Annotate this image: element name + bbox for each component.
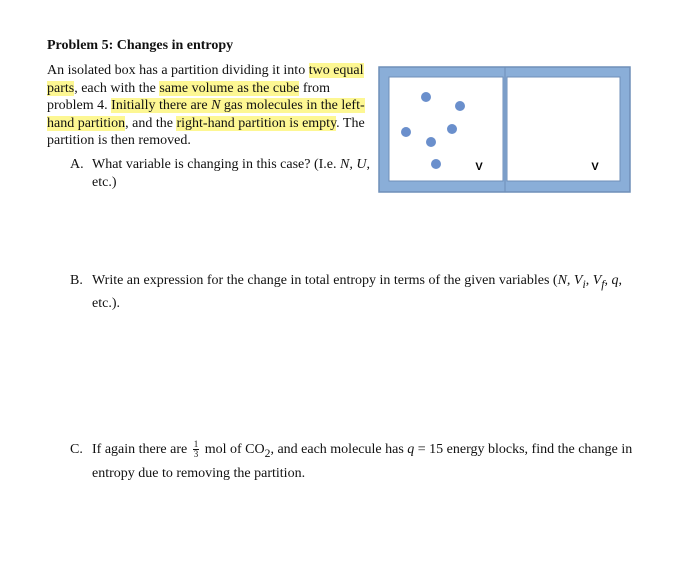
intro-text-1: An isolated box has a partition dividing it into: [47, 63, 309, 78]
problem-title: Problem 5: Changes in entropy: [47, 38, 234, 53]
gas-molecule: [455, 101, 465, 111]
problem-intro: [47, 62, 367, 150]
highlight-two-equal-parts: two equal parts: [47, 63, 364, 96]
fraction-denominator: 3: [193, 449, 199, 460]
question-a: [70, 156, 370, 192]
intro-text-2: , each with the: [74, 80, 160, 96]
question-b-comma: ,: [585, 273, 593, 288]
right-volume-label: V: [591, 161, 599, 173]
question-b-end: , etc.).: [92, 273, 623, 311]
question-a-end: , etc.): [92, 157, 370, 190]
fraction-one-third: [193, 440, 200, 459]
question-c-text-3: , and each molecule has: [270, 442, 408, 457]
question-c-q: q: [407, 442, 415, 457]
question-b-sub-i: i: [582, 277, 586, 291]
question-b-vars: N, V: [557, 273, 583, 288]
gas-molecule: [431, 159, 441, 169]
question-a-letter: A.: [70, 157, 84, 172]
highlight-same-volume: same volume as the cube: [159, 80, 300, 96]
question-b-sub-f: f: [601, 277, 605, 291]
question-c-text-2: mol of CO: [201, 442, 265, 457]
question-c-text-4: = 15 energy blocks, find the change in entropy due to removing the partition.: [92, 442, 633, 481]
intro-text-4: , and the: [125, 115, 177, 131]
gas-molecule: [401, 127, 411, 137]
question-a-vars: N, U: [340, 157, 367, 172]
question-a-text: What variable is changing in this case? (I.e.: [92, 157, 341, 172]
question-c-sub-2: 2: [264, 446, 271, 460]
question-b-body: [92, 271, 640, 313]
question-c: [70, 440, 640, 484]
question-a-body: [92, 156, 370, 192]
question-b-q: , q: [604, 273, 619, 288]
partitioned-box-diagram: [378, 66, 632, 194]
question-b-text: Write an expression for the change in total entropy in terms of the given variables (: [92, 273, 558, 288]
question-b-letter: B.: [70, 273, 83, 288]
gas-molecule: [447, 124, 457, 134]
intro-h3b: gas molecules in the left-hand partition: [47, 98, 365, 131]
variable-n: N: [211, 98, 221, 113]
question-c-text-1: If again there are: [92, 442, 191, 457]
gas-molecule: [421, 92, 431, 102]
intro-text-3: from problem 4.: [47, 80, 331, 113]
question-c-body: [92, 440, 640, 484]
left-volume-label: V: [475, 161, 483, 173]
question-c-letter: C.: [70, 442, 83, 457]
gas-molecule: [426, 137, 436, 147]
fraction-numerator: 1: [193, 439, 199, 450]
question-b-vf: V: [592, 273, 602, 288]
highlight-right-empty: right-hand partition is empty: [176, 115, 337, 131]
intro-h3a: Initially there are: [111, 98, 212, 113]
right-partition: [507, 77, 620, 181]
question-b: [70, 271, 640, 313]
intro-text-5: . The partition is then removed.: [47, 115, 365, 148]
